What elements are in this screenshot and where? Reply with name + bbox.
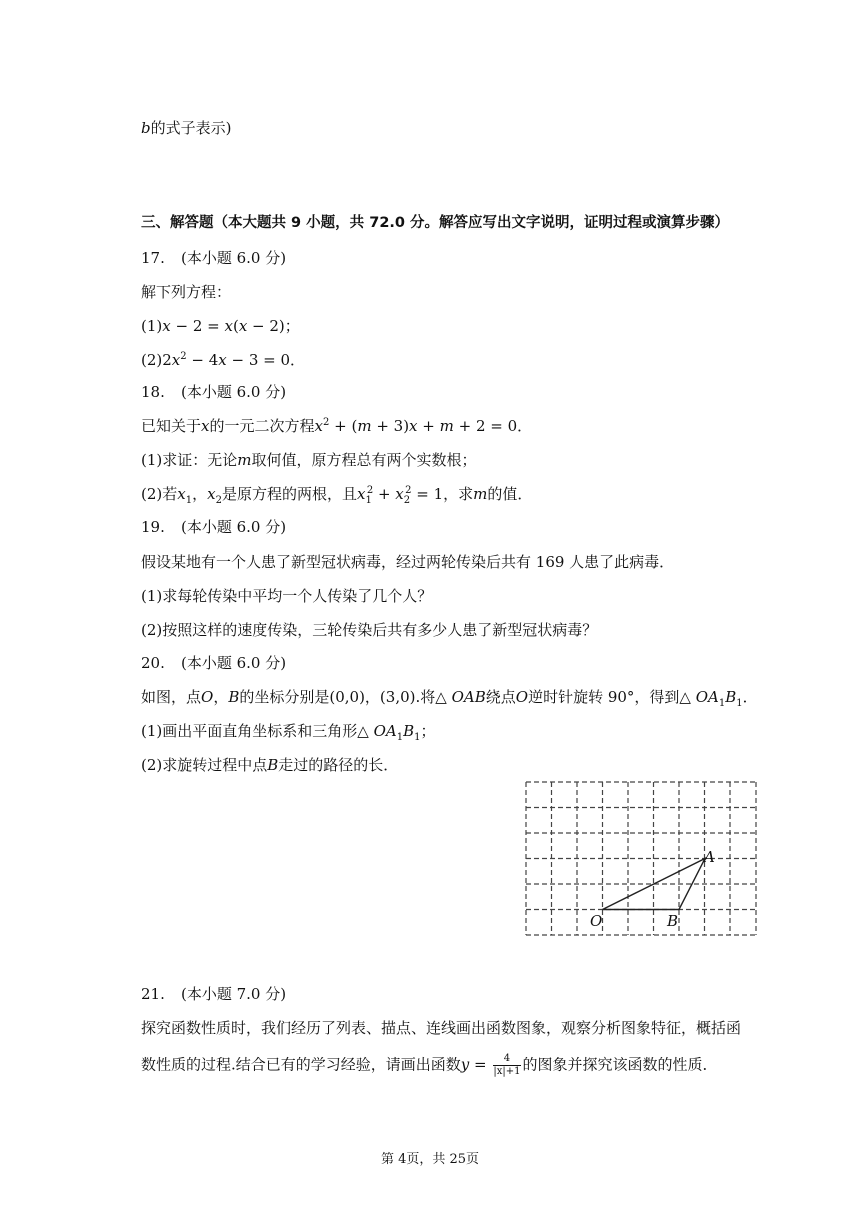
q18-number: 18. xyxy=(141,383,165,401)
q20-header xyxy=(141,653,286,673)
q19-part1: (1)求每轮传染中平均一个人传染了几个人？ xyxy=(141,587,433,605)
section-heading: 三、解答题（本大题共 9 小题，共 72.0 分。解答应写出文字说明，证明过程或演算步骤） xyxy=(141,215,730,231)
q20-score: (本小题 6.0 分) xyxy=(181,654,287,672)
q19-text: 假设某地有一个人患了新型冠状病毒，经过两轮传染后共有 169 人患了此病毒． xyxy=(141,553,675,571)
q18-header xyxy=(141,382,286,402)
q21-header xyxy=(141,984,286,1004)
page-footer: 第 4页，共 25页 xyxy=(380,1152,480,1167)
q18-score: (本小题 6.0 分) xyxy=(181,383,287,401)
fraction-4-over-abs-x-plus-1: $\frac{4}{|x|+1}$ xyxy=(493,1053,521,1077)
q18-part2: (2)若$x_1$，$x_2$是原方程的两根，且$x_1^2 + x_2^2 = 1$，求m的值． xyxy=(141,485,533,506)
q20-text: 如图，点O，B的坐标分别是(0,0)，(3,0).将△ OAB绕点O逆时针旋转 90°，得到△ $OA_1B_1$． xyxy=(141,688,758,709)
point-label-o: O xyxy=(590,912,603,930)
q19-part2: (2)按照这样的速度传染，三轮传染后共有多少人患了新型冠状病毒？ xyxy=(141,621,598,639)
grid-triangle-figure xyxy=(524,780,758,940)
q17-part1: (1)x − 2 = x(x − 2)； xyxy=(141,317,300,335)
q17-header xyxy=(141,248,286,268)
q21-text-line2: 数性质的过程.结合已有的学习经验，请画出函数y = $\frac{4}{|x|+1}$ 的图象并探究该函数的性质． xyxy=(141,1053,718,1077)
q17-number: 17. xyxy=(141,249,165,267)
q19-score: (本小题 6.0 分) xyxy=(181,518,287,536)
dashed-grid xyxy=(526,782,756,935)
q19-number: 19. xyxy=(141,518,165,536)
q21-number: 21. xyxy=(141,985,165,1003)
q19-header xyxy=(141,517,286,537)
q20-part2: (2)求旋转过程中点B走过的路径的长． xyxy=(141,756,399,774)
previous-question-tail: b的式子表示) xyxy=(141,119,232,137)
q18-text: 已知关于x的一元二次方程$x^2 + (m + 3)x + m + 2 = 0$． xyxy=(141,417,533,435)
q17-text: 解下列方程： xyxy=(141,283,232,301)
q17-score: (本小题 6.0 分) xyxy=(181,249,287,267)
point-label-b: B xyxy=(667,912,679,930)
q17-part2: $(2)2x^2 - 4x - 3 = 0$． xyxy=(141,351,306,369)
q20-number: 20. xyxy=(141,654,165,672)
q21-score: (本小题 7.0 分) xyxy=(181,985,287,1003)
q20-part1: (1)画出平面直角坐标系和三角形△ $OA_1B_1$； xyxy=(141,722,436,743)
q18-part1: (1)求证：无论m取何值，原方程总有两个实数根； xyxy=(141,451,477,469)
point-label-a: A xyxy=(704,848,715,866)
q21-text-line1: 探究函数性质时，我们经历了列表、描点、连线画出函数图象，观察分析图象特征，概括函 xyxy=(141,1019,742,1037)
